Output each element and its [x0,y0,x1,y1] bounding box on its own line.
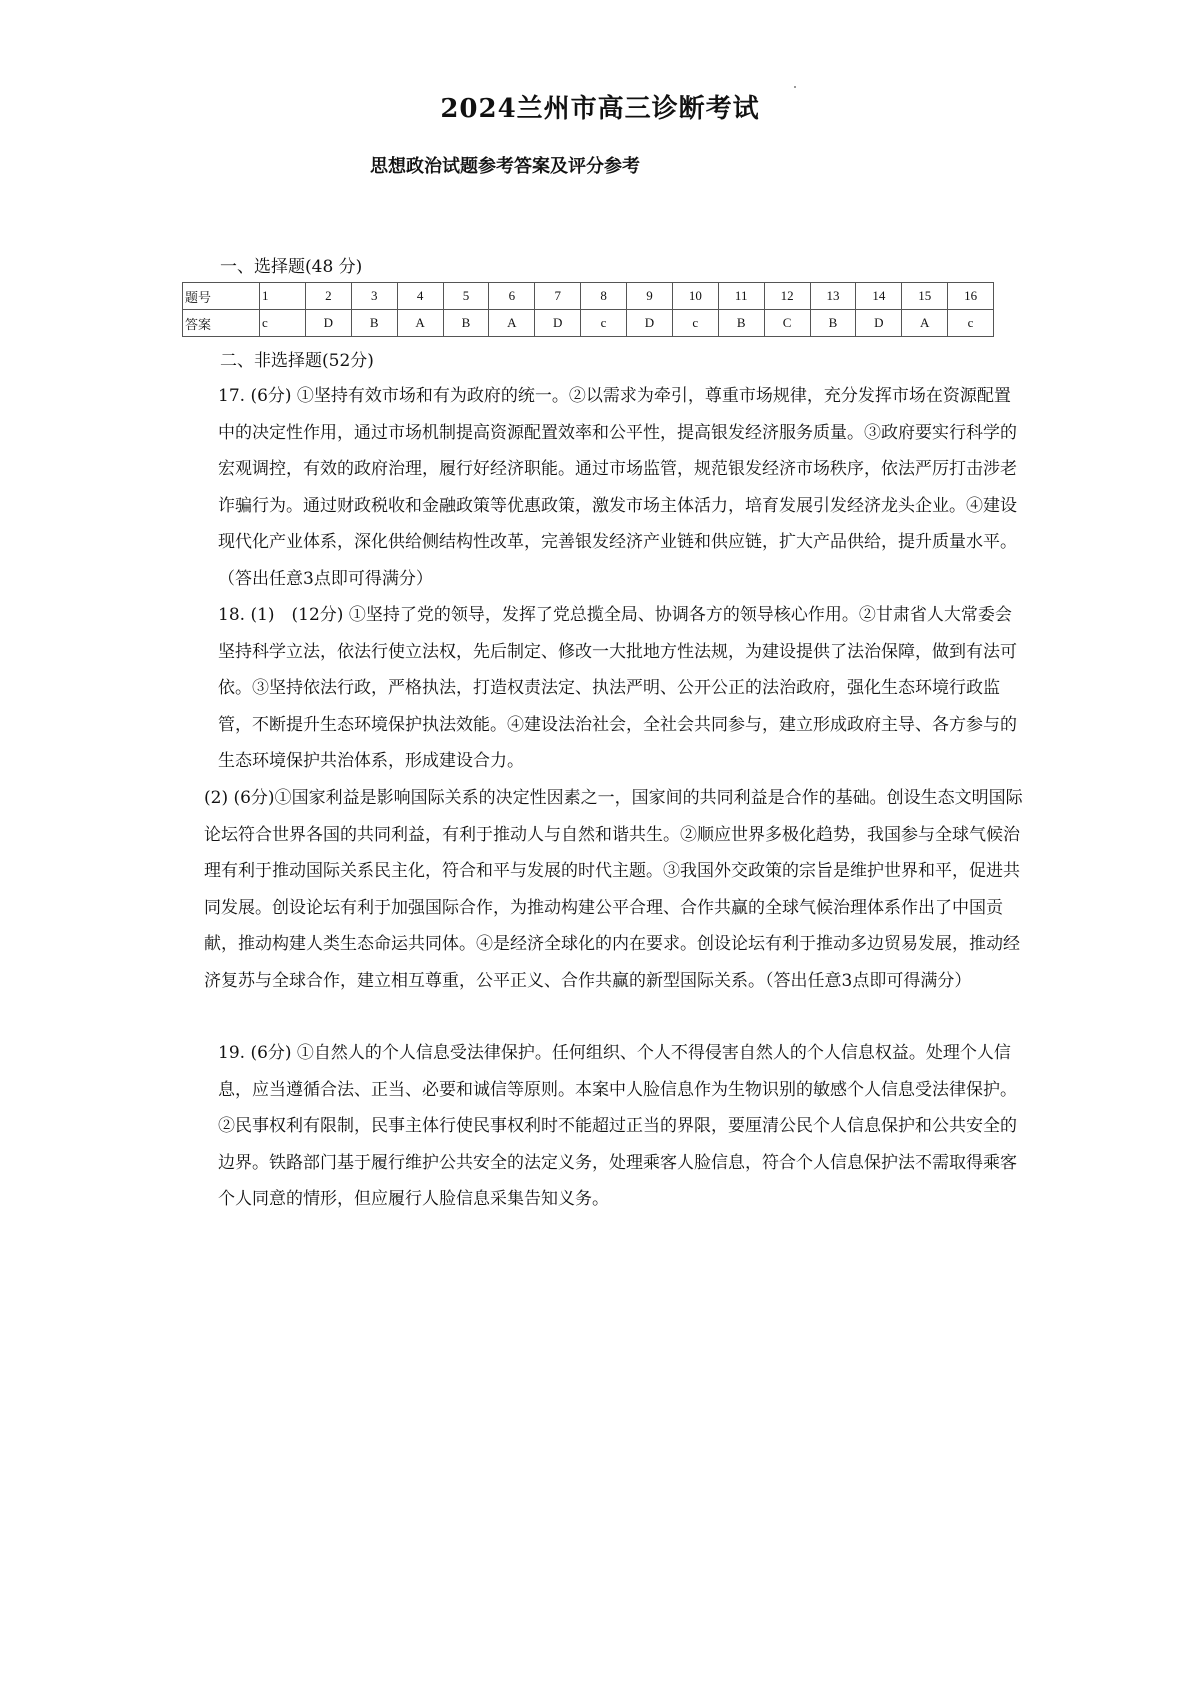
answer-cell: C [764,310,810,337]
question-number: 3 [351,283,397,310]
question-number: 9 [627,283,673,310]
answer-q17: 17. (6分) ①坚持有效市场和有为政府的统一。②以需求为牵引，尊重市场规律，充分发挥市场在资源配置中的决定性作用，通过市场机制提高资源配置效率和公平性，提高银发经济服务质量。③政府要实行科学的宏观调控，有效的政府治理，履行好经济职能。通过市场监管，规范银发经济市场秩序，依法严厉打击涉老诈骗行为。通过财政税收和金融政策等优惠政策，激发市场主体活力，培育发展引发经济龙头企业。④建设现代化产业体系，深化供给侧结构性改革，完善银发经济产业链和供应链，扩大产品供给，提升质量水平。（答出任意3点即可得满分） [218,386,1017,589]
answer-cell: A [397,310,443,337]
answer-cell: D [627,310,673,337]
question-number: 7 [535,283,581,310]
question-number: 13 [810,283,856,310]
question-number: 16 [948,283,994,310]
answer-cell: c [260,310,306,337]
answer-q18-part2: (2) (6分)①国家利益是影响国际关系的决定性因素之一，国家间的共同利益是合作的基础。创设生态文明国际论坛符合世界各国的共同利益，有利于推动人与自然和谐共生。②顺应世界多极化趋势，我国参与全球气候治理有利于推动国际关系民主化，符合和平与发展的时代主题。③我国外交政策的宗旨是维护世界和平，促进共同发展。创设论坛有利于加强国际合作，为推动构建公平合理、合作共赢的全球气候治理体系作出了中国贡献，推动构建人类生态命运共同体。④是经济全球化的内在要求。创设论坛有利于推动多边贸易发展，推动经济复苏与全球合作，建立相互尊重，公平正义、合作共赢的新型国际关系。（答出任意3点即可得满分） [204,788,1023,991]
answer-cell: B [351,310,397,337]
row-label: 题号 [183,283,260,310]
section1-heading: 一、选择题(48 分) [220,257,363,277]
question-number: 8 [581,283,627,310]
answer-cell: A [489,310,535,337]
answer-cell: c [581,310,627,337]
answer-cell: c [672,310,718,337]
question-number: 10 [672,283,718,310]
answer-cell: c [948,310,994,337]
section2-heading: 二、非选择题(52分) [220,351,374,371]
question-number: 12 [764,283,810,310]
answer-cell: B [443,310,489,337]
number-row [183,283,994,310]
question-number: 2 [305,283,351,310]
page-title: 2024兰州市高三诊断考试 [440,94,760,124]
answer-cell: A [902,310,948,337]
answer-cell: D [856,310,902,337]
answer-row [183,310,994,337]
question-number: 6 [489,283,535,310]
answer-cell: B [718,310,764,337]
question-number: 15 [902,283,948,310]
question-number: 4 [397,283,443,310]
question-number: 1 [260,283,306,310]
question-number: 14 [856,283,902,310]
answer-q19: 19. (6分) ①自然人的个人信息受法律保护。任何组织、个人不得侵害自然人的个人信息权益。处理个人信息，应当遵循合法、正当、必要和诚信等原则。本案中人脸信息作为生物识别的敏感个人信息受法律保护。②民事权利有限制，民事主体行使民事权利时不能超过正当的界限，要厘清公民个人信息保护和公共安全的边界。铁路部门基于履行维护公共安全的法定义务，处理乘客人脸信息，符合个人信息保护法不需取得乘客个人同意的情形，但应履行人脸信息采集告知义务。 [218,1043,1017,1209]
answer-cell: D [305,310,351,337]
answer-cell: D [535,310,581,337]
question-number: 5 [443,283,489,310]
answer-table [182,282,994,337]
answer-q18-part1: 18. (1) (12分) ①坚持了党的领导，发挥了党总揽全局、协调各方的领导核心作用。②甘肃省人大常委会坚持科学立法，依法行使立法权，先后制定、修改一大批地方性法规，为建设提供了法治保障，做到有法可依。③坚持依法行政，严格执法，打造权责法定、执法严明、公开公正的法治政府，强化生态环境行政监管，不断提升生态环境保护执法效能。④建设法治社会，全社会共同参与，建立形成政府主导、各方参与的生态环境保护共治体系，形成建设合力。 [218,605,1017,771]
answer-cell: B [810,310,856,337]
page-subtitle: 思想政治试题参考答案及评分参考 [370,156,640,177]
row-label: 答案 [183,310,260,337]
question-number: 11 [718,283,764,310]
